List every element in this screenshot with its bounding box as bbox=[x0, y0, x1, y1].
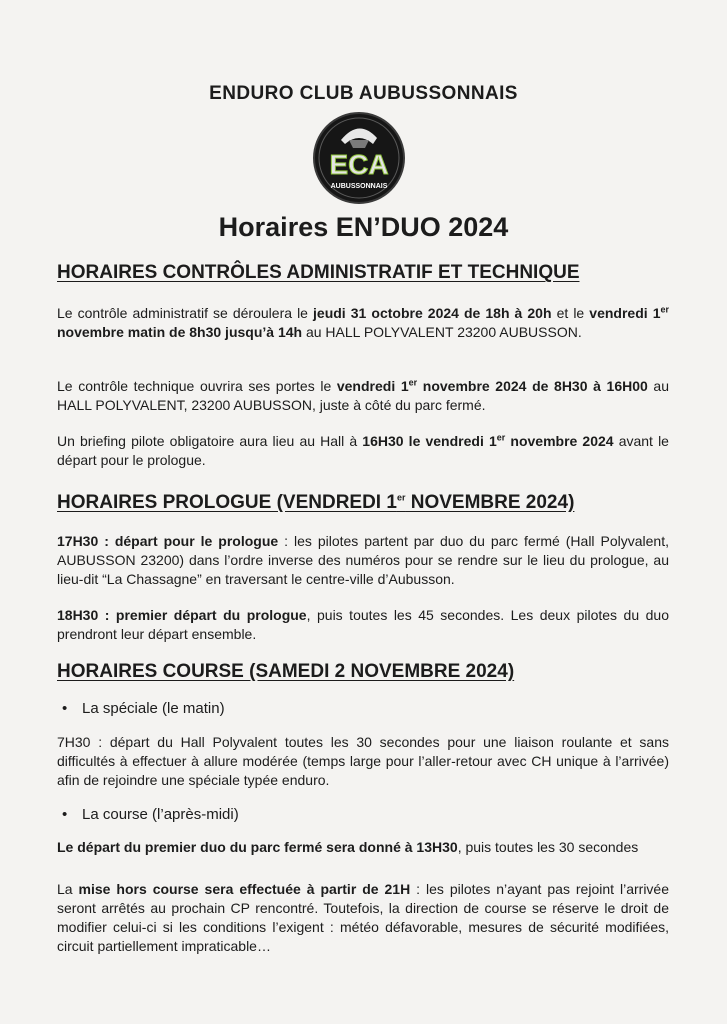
paragraph-briefing: Un briefing pilote obligatoire aura lieu au Hall à 16H30 le vendredi 1er novembre 2024 avant le départ pour le prologue. bbox=[57, 432, 669, 468]
paragraph-controle-administratif: Le contrôle administratif se déroulera le jeudi 31 octobre 2024 de 18h à 20h et le vendredi 1er novembre matin de 8h30 jusqu’à 14h au HALL POLYVALENT 23200 AUBUSSON. bbox=[57, 304, 669, 340]
paragraph-depart-prologue: 17H30 : départ pour le prologue : les pilotes partent par duo du parc fermé (Hall Polyvalent, AUBUSSON 23200) dans l’ordre inverse des numéros pour se rendre sur le lieu du prologue, au lieu-dit “La Chassagne” en traversant le centre-ville d’Aubusson. bbox=[57, 533, 669, 587]
logo-subtext: AUBUSSONNAIS bbox=[330, 183, 388, 190]
paragraph-controle-technique: Le contrôle technique ouvrira ses portes le vendredi 1er novembre 2024 de 8H30 à 16H00 au HALL POLYVALENT, 23200 AUBUSSON, juste à côté du parc fermé. bbox=[57, 377, 669, 413]
club-logo bbox=[311, 110, 407, 206]
paragraph-depart-course: Le départ du premier duo du parc fermé sera donné à 13H30, puis toutes les 30 secondes bbox=[57, 839, 639, 855]
paragraph-mise-hors-course: La mise hors course sera effectuée à partir de 21H : les pilotes n’ayant pas rejoint l’arrivée seront arrêtés au prochain CP rencontré. Toutefois, la direction de course se réserve le droit de modifier celui-ci si les conditions l’exigent : météo défavorable, mesures de sécurité modifiées, circuit partiellement impraticable… bbox=[57, 881, 669, 954]
paragraph-premier-depart: 18H30 : premier départ du prologue, puis toutes les 45 secondes. Les deux pilotes du duo prendront leur départ ensemble. bbox=[57, 607, 669, 642]
bullet-speciale: • La spéciale (le matin) bbox=[62, 700, 225, 717]
bullet-course: • La course (l’après-midi) bbox=[62, 806, 239, 823]
heading-prologue: HORAIRES PROLOGUE (VENDREDI 1er NOVEMBRE 2024) bbox=[57, 492, 575, 513]
page-title: Horaires EN’DUO 2024 bbox=[218, 212, 509, 242]
heading-course: HORAIRES COURSE (SAMEDI 2 NOVEMBRE 2024) bbox=[57, 661, 515, 682]
heading-controles: HORAIRES CONTRÔLES ADMINISTRATIF ET TECHNIQUE bbox=[57, 262, 580, 283]
logo-letters: ECA bbox=[329, 149, 389, 180]
club-name: ENDURO CLUB AUBUSSONNAIS bbox=[209, 83, 518, 104]
paragraph-speciale: 7H30 : départ du Hall Polyvalent toutes les 30 secondes pour une liaison roulante et sans difficultés à effectuer à allure modérée (temps large pour l’aller-retour avec CH unique à l’arrivée) afin de rejoindre une spéciale typée enduro. bbox=[57, 734, 669, 788]
